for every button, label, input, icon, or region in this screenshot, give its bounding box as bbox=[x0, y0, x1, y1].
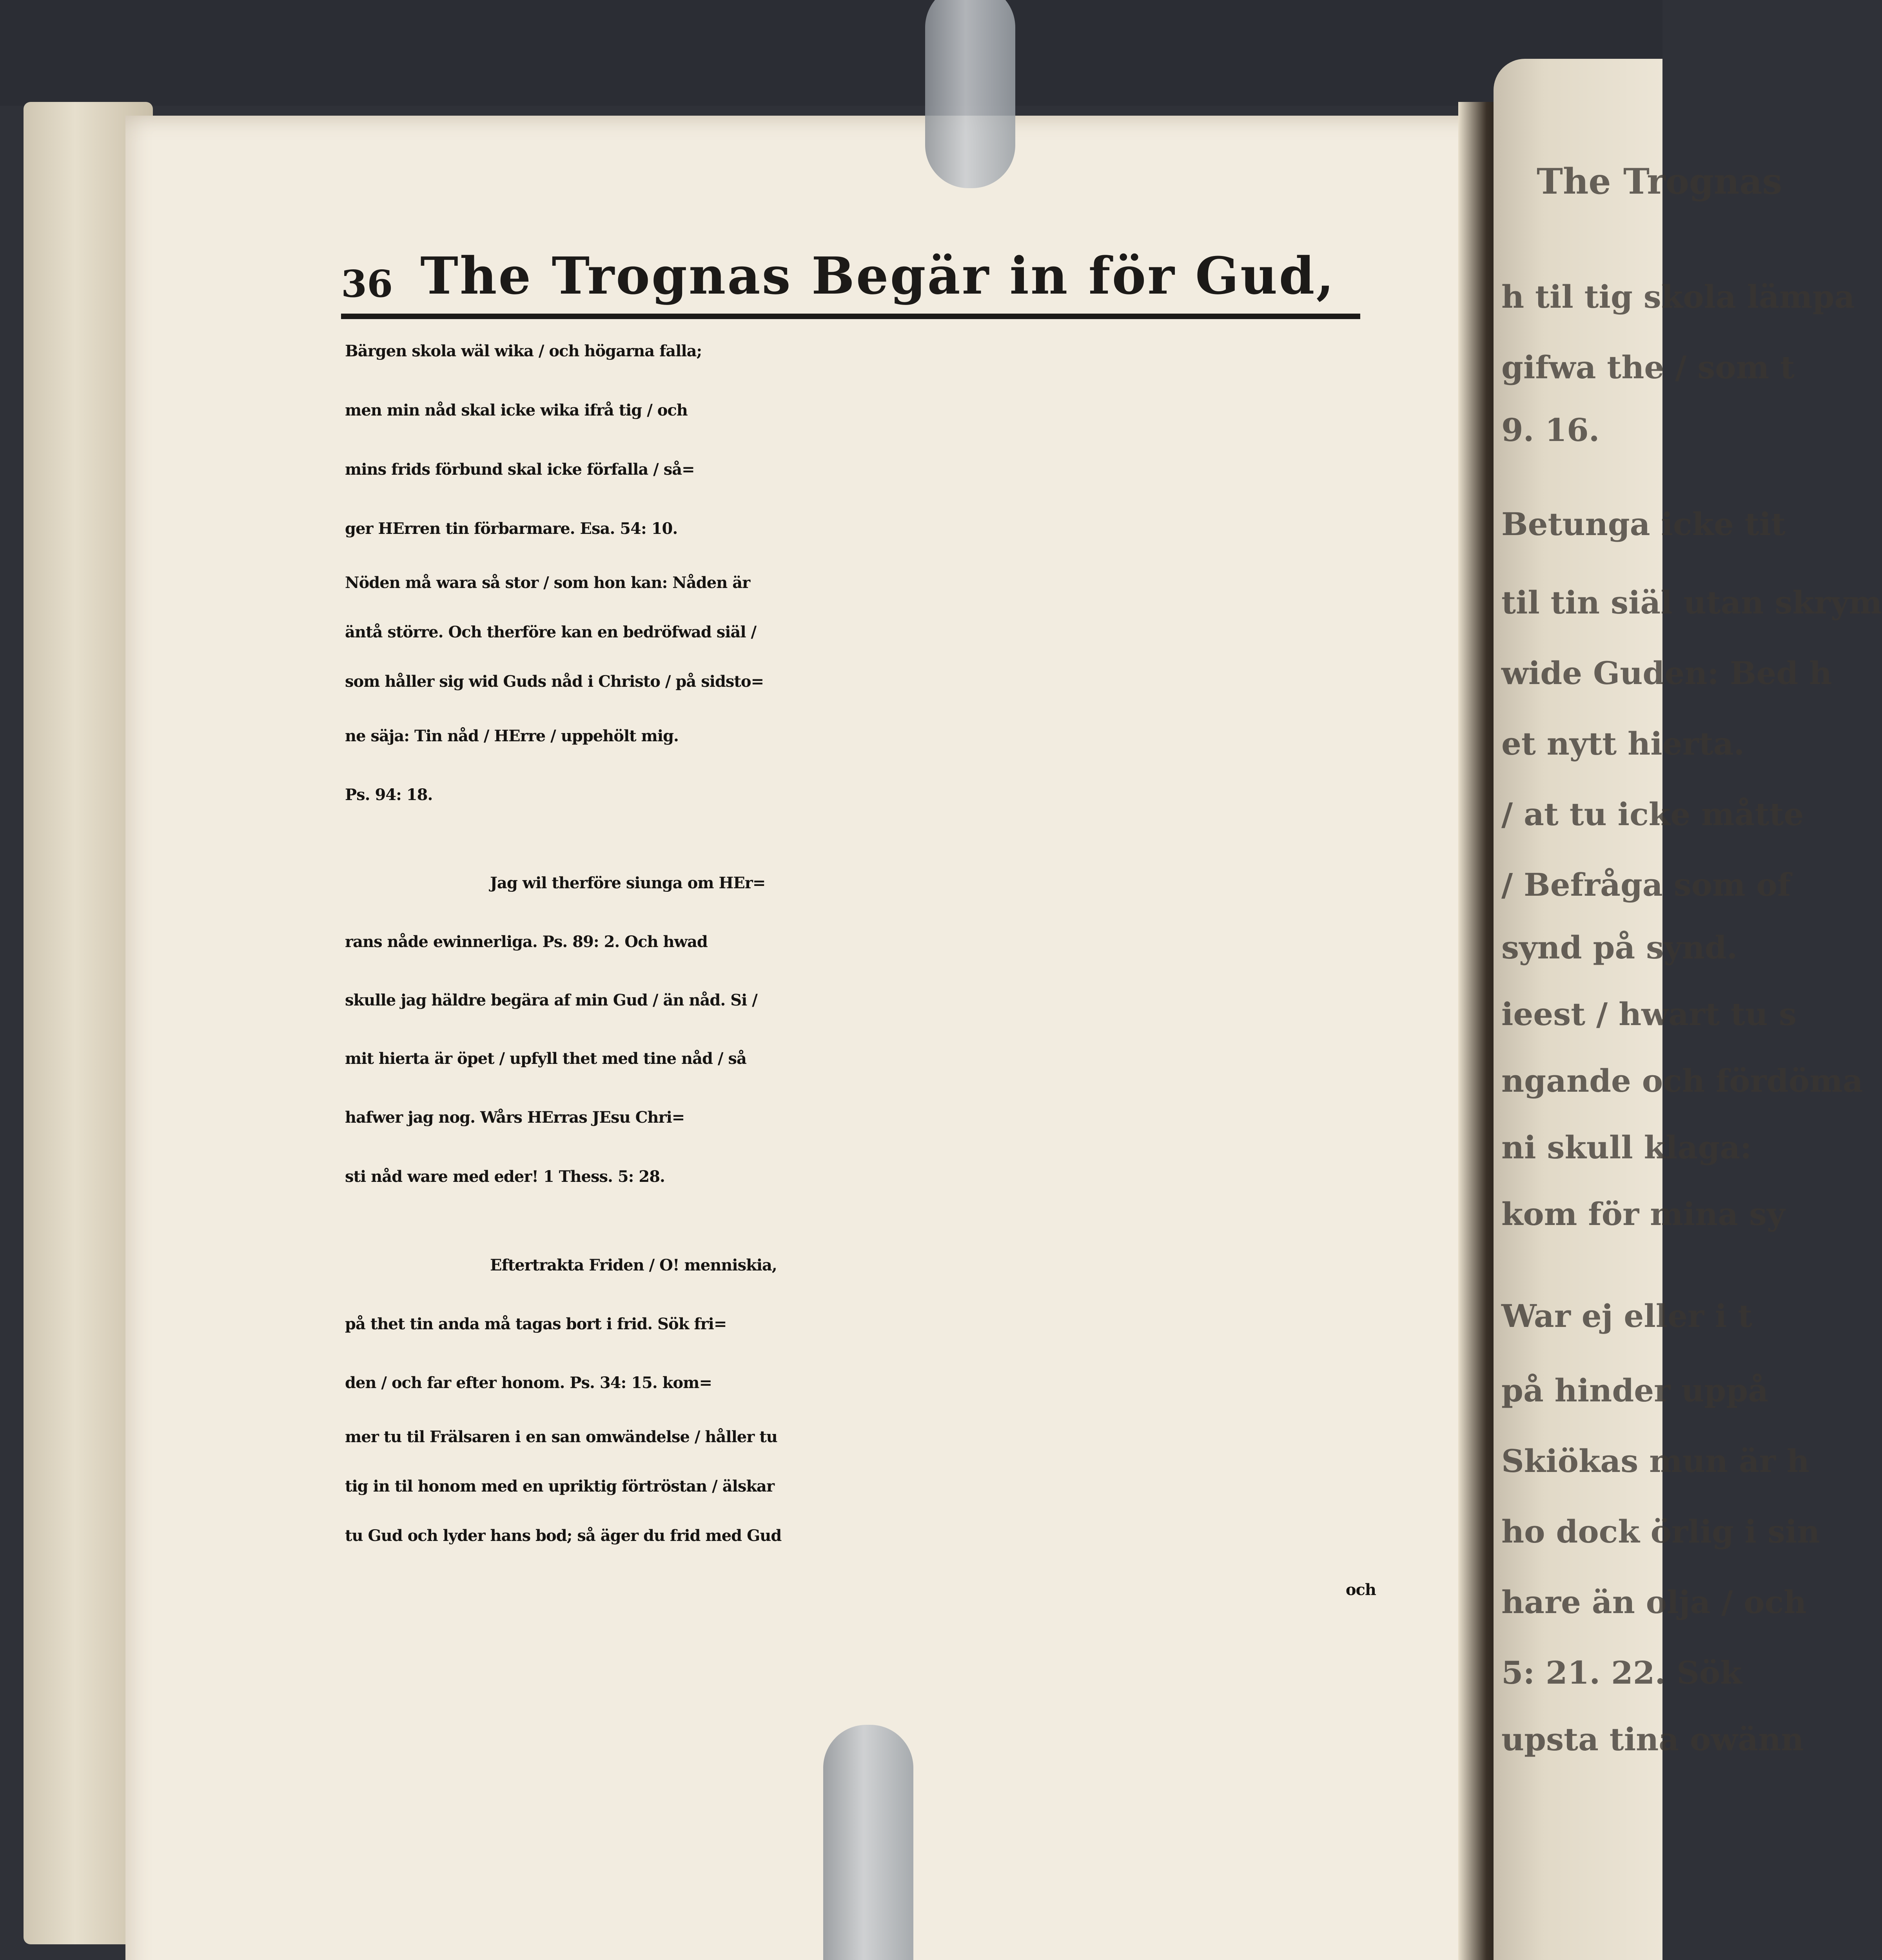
body-text bbox=[345, 321, 1388, 1619]
text-line: rans nåde ewinnerliga. Ps. 89: 2. Och hwad bbox=[345, 933, 708, 951]
running-title: The Trognas Begär in för Gud, bbox=[420, 246, 1336, 306]
text-line: tig in til honom med en upriktig förtröstan / älskar bbox=[345, 1477, 775, 1495]
facing-page-line: til tin siäl utan skrym bbox=[1501, 584, 1882, 621]
facing-page-line: et nytt hierta. bbox=[1501, 725, 1745, 762]
text-line: mins frids förbund skal icke förfalla / så= bbox=[345, 460, 695, 479]
page-number: 36 bbox=[341, 262, 393, 306]
facing-page-line: på hinder uppå bbox=[1501, 1372, 1769, 1409]
text-line: Nöden må wara så stor / som hon kan: Nåden är bbox=[345, 573, 750, 592]
page-clip-top bbox=[925, 0, 1015, 188]
facing-page-line: h til tig skola lämpa bbox=[1501, 278, 1855, 315]
text-line: den / och far efter honom. Ps. 34: 15. kom= bbox=[345, 1374, 712, 1392]
text-line: Jag wil therföre siunga om HEr= bbox=[490, 874, 766, 892]
text-line: mer tu til Frälsaren i en san omwändelse / håller tu bbox=[345, 1428, 777, 1446]
header-rule bbox=[341, 314, 1360, 319]
paragraph-1 bbox=[345, 321, 1388, 824]
facing-page-line: wide Guden: Bed h bbox=[1501, 655, 1832, 691]
text-line: skulle jag häldre begära af min Gud / än nåd. Si / bbox=[345, 991, 757, 1009]
facing-page-line: synd på synd. bbox=[1501, 929, 1738, 966]
text-line: tu Gud och lyder hans bod; så äger du frid med Gud bbox=[345, 1526, 782, 1545]
text-line: Bärgen skola wäl wika / och högarna falla; bbox=[345, 342, 702, 360]
page-header bbox=[341, 239, 1360, 306]
facing-page-line: / at tu icke måtte bbox=[1501, 796, 1804, 833]
facing-page-line: ni skull klaga: bbox=[1501, 1129, 1752, 1166]
dark-background bbox=[0, 0, 1662, 106]
facing-page-line: hare än olja / och bbox=[1501, 1584, 1807, 1621]
text-line: hafwer jag nog. Wårs HErras JEsu Chri= bbox=[345, 1108, 685, 1127]
text-line: äntå större. Och therföre kan en bedröfwad siäl / bbox=[345, 623, 757, 641]
paragraph-gap bbox=[345, 1206, 1388, 1236]
text-line: Eftertrakta Friden / O! menniskia, bbox=[490, 1256, 777, 1274]
text-line: mit hierta är öpet / upfyll thet med tine nåd / så bbox=[345, 1049, 746, 1068]
facing-page-line: War ej eller i t bbox=[1501, 1298, 1753, 1334]
page-clip-bottom bbox=[823, 1725, 913, 1960]
paragraph-2 bbox=[345, 853, 1388, 1206]
text-line: på thet tin anda må tagas bort i frid. Sök fri= bbox=[345, 1315, 727, 1333]
text-line: men min nåd skal icke wika ifrå tig / och bbox=[345, 401, 688, 419]
facing-page-line: upsta tina owänn bbox=[1501, 1721, 1804, 1758]
facing-page-line: ngande och fördöma bbox=[1501, 1062, 1863, 1099]
facing-page-line: / Befråga som of bbox=[1501, 866, 1791, 903]
paragraph-gap bbox=[345, 824, 1388, 853]
facing-page-line: 9. 16. bbox=[1501, 412, 1600, 448]
text-line: som håller sig wid Guds nåd i Christo / på sidsto= bbox=[345, 672, 764, 691]
facing-page-line: Skiökas mun är h bbox=[1501, 1443, 1809, 1479]
facing-page-line: ieest / hwart tu s bbox=[1501, 996, 1797, 1033]
facing-page-line: kom för mina sy bbox=[1501, 1196, 1785, 1232]
facing-page-line: Betunga icke tit bbox=[1501, 506, 1786, 543]
paragraph-3 bbox=[345, 1236, 1388, 1561]
facing-page-running-title: The Trognas bbox=[1537, 161, 1782, 202]
text-line: sti nåd ware med eder! 1 Thess. 5: 28. bbox=[345, 1167, 665, 1186]
text-line: ger HErren tin förbarmare. Esa. 54: 10. bbox=[345, 519, 678, 538]
facing-page-line: 5: 21. 22. Sök bbox=[1501, 1654, 1742, 1691]
catchword: och bbox=[1345, 1581, 1376, 1599]
facing-page-line: ho dock örlig i sin bbox=[1501, 1513, 1820, 1550]
text-line: ne säja: Tin nåd / HErre / uppehölt mig. bbox=[345, 727, 679, 745]
facing-page bbox=[1494, 59, 1882, 1960]
facing-page-line: gifwa the / som t bbox=[1501, 349, 1795, 386]
text-line: Ps. 94: 18. bbox=[345, 786, 433, 804]
